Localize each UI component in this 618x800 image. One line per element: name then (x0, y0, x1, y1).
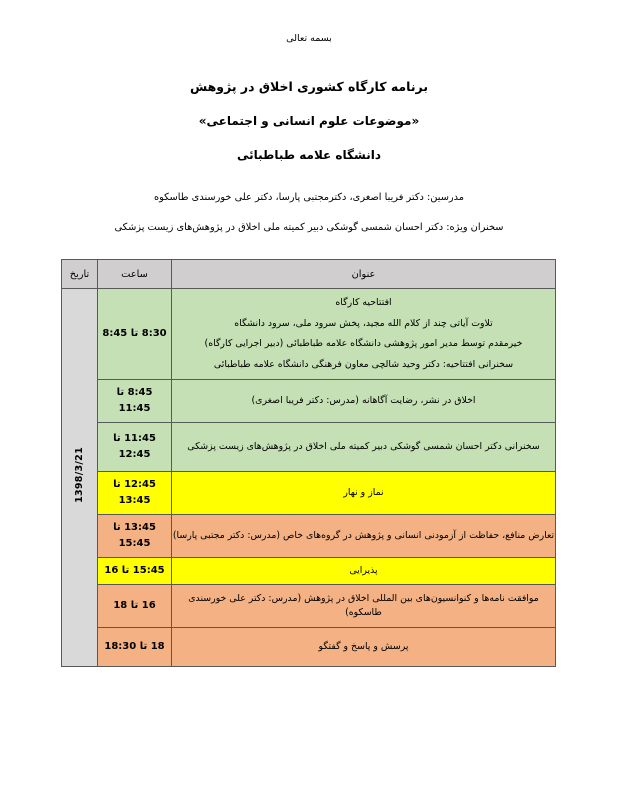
session-title-line: اخلاق در نشر، رضایت آگاهانه (مدرس: دکتر فریبا اصغری) (251, 394, 476, 406)
schedule-table (61, 259, 556, 667)
session-title-line: پذیرایی (349, 564, 378, 576)
session-title-cell (172, 289, 556, 380)
table-row (62, 289, 556, 380)
table-row (62, 514, 556, 557)
session-title-line: پرسش و پاسخ و گفتگو (318, 640, 409, 652)
session-time-start: 8:45 تا (116, 387, 153, 398)
column-header-title: عنوان (172, 260, 556, 289)
session-time-end: 13:45 (118, 494, 151, 506)
session-time-cell (98, 514, 172, 557)
session-title-cell (172, 557, 556, 584)
session-time-cell (98, 557, 172, 584)
session-time-start: 13:45 تا (113, 522, 156, 533)
instructors-line: مدرسین: دکتر فریبا اصغری، دکترمجتبی پارسا، دکتر علی خورسندی طاسکوه (153, 192, 465, 203)
session-title-cell (172, 627, 556, 666)
session-title-cell (172, 471, 556, 514)
session-time-end: 15:45 (118, 537, 151, 549)
university-name: دانشگاه علامه طباطبائی (237, 147, 381, 162)
schedule-table-wrapper (62, 259, 556, 667)
date-value: 1398/3/21 (74, 447, 85, 504)
session-time-start: 16 تا 18 (113, 599, 156, 611)
date-cell (62, 289, 98, 667)
session-title-cell (172, 514, 556, 557)
session-title-line: تلاوت آیاتی چند از کلام الله مجید، پخش سرود ملی، سرود دانشگاه (234, 317, 493, 329)
column-header-date: تاریخ (62, 260, 98, 289)
session-title-line: خیرمقدم توسط مدیر امور پژوهشی دانشگاه علامه طباطبائی (دبیر اجرایی کارگاه) (204, 338, 523, 350)
table-header-row (62, 260, 556, 289)
session-title-line: نماز و نهار (343, 486, 384, 498)
session-time-start: 12:45 تا (113, 479, 156, 490)
table-header (62, 260, 556, 289)
session-title-line: سخنرانی افتتاحیه: دکتر وحید شالچی معاون فرهنگی دانشگاه علامه طباطبائی (213, 358, 514, 370)
session-time-start: 18 تا 18:30 (104, 640, 165, 652)
table-row (62, 422, 556, 471)
table-row (62, 584, 556, 627)
title-block (0, 80, 618, 162)
session-time-end: 12:45 (118, 448, 151, 460)
session-time-start: 11:45 تا (113, 433, 156, 444)
session-time-cell (98, 289, 172, 380)
session-time-start: 15:45 تا 16 (104, 564, 165, 576)
session-time-cell (98, 584, 172, 627)
table-row (62, 471, 556, 514)
column-header-time: ساعت (98, 260, 172, 289)
table-row (62, 557, 556, 584)
table-row (62, 379, 556, 422)
table-body (62, 289, 556, 667)
session-title-cell (172, 422, 556, 471)
session-title-line: تعارض منافع، حفاظت از آزمودنی انسانی و پژوهش در گروه‌های خاص (مدرس: دکتر مجتبی پارسا) (172, 529, 555, 541)
document-title: برنامه کارگاه کشوری اخلاق در پژوهش (189, 79, 429, 94)
session-title-line: سخنرانی دکتر احسان شمسی گوشکی دبیر کمیته ملی اخلاق در پژوهش‌های زیست پزشکی (187, 440, 540, 452)
table-row (62, 627, 556, 666)
keynote-speaker-line: سخنران ویژه: دکتر احسان شمسی گوشکی دبیر کمیته ملی اخلاق در پژوهش‌های زیست پزشکی (114, 221, 504, 233)
bismillah-text: بسمه تعالی (286, 33, 332, 44)
session-time-start: 8:30 تا 8:45 (102, 328, 167, 339)
session-title-line: افتتاحیه کارگاه (335, 297, 392, 308)
session-time-end: 11:45 (118, 402, 151, 414)
session-title-cell (172, 584, 556, 627)
session-time-cell (98, 422, 172, 471)
meta-block (55, 192, 563, 252)
session-title-line: موافقت نامه‌ها و کنوانسیون‌های بین المللی اخلاق در پژوهش (مدرس: دکتر علی خورسندی طاسکوه) (188, 592, 539, 618)
session-title-cell (172, 379, 556, 422)
session-time-cell (98, 379, 172, 422)
session-time-cell (98, 471, 172, 514)
document-subtitle: «موضوعات علوم انسانی و اجتماعی» (198, 113, 420, 128)
session-time-cell (98, 627, 172, 666)
